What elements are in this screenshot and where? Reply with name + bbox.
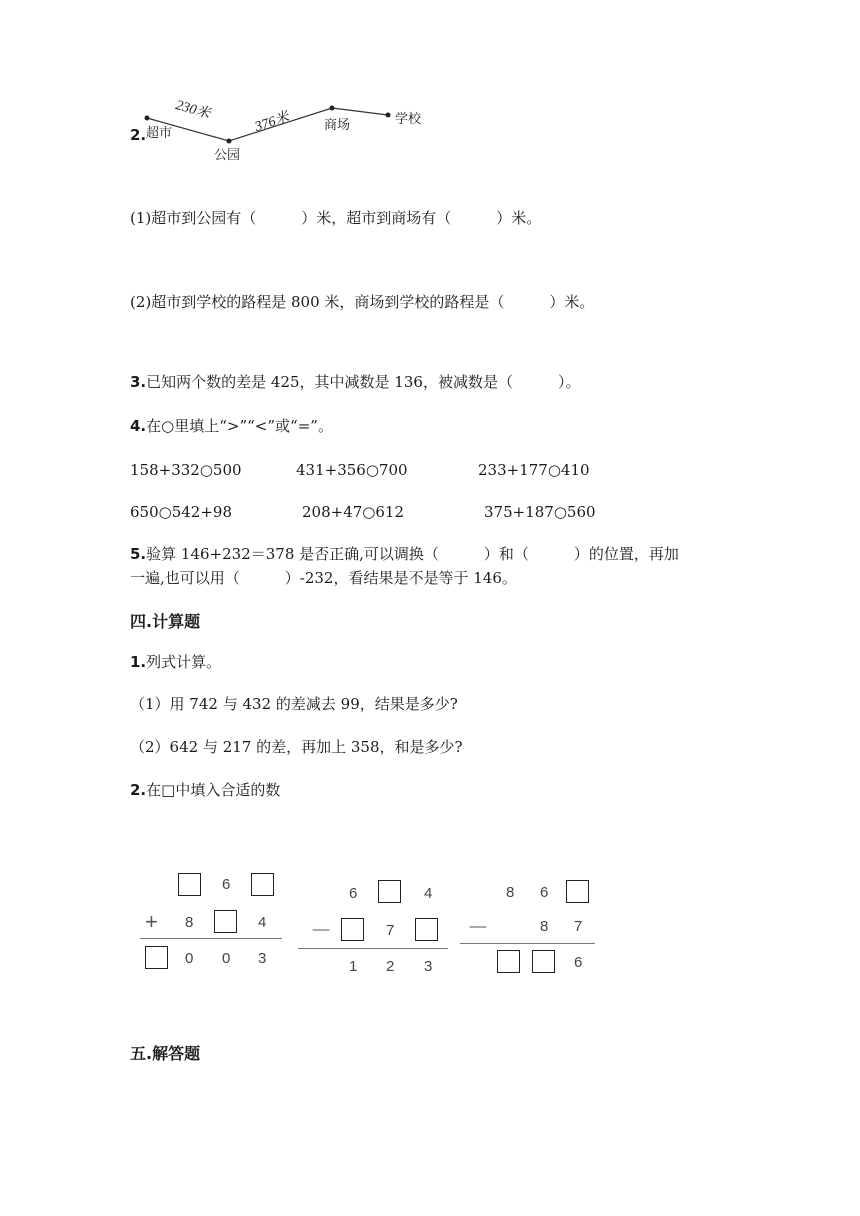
blank-box[interactable] bbox=[566, 880, 589, 903]
q2-sub2: (2)超市到学校的路程是 800 米，商场到学校的路程是（ ）米。 bbox=[130, 293, 595, 311]
q3-number: 3. bbox=[130, 373, 147, 391]
blank-box[interactable] bbox=[251, 873, 274, 896]
calc2-number: 2. bbox=[130, 781, 147, 799]
digit: 6 bbox=[540, 884, 549, 901]
digit: 3 bbox=[258, 950, 267, 967]
sum-line bbox=[140, 938, 282, 939]
q4-row1-item3: 233+177○410 bbox=[478, 461, 590, 479]
blank-box[interactable] bbox=[497, 950, 520, 973]
q4-row2-item1: 650○542+98 bbox=[130, 503, 233, 521]
q5-line2: 一遍,也可以用（ ）-232，看结果是不是等于 146。 bbox=[130, 569, 517, 587]
difference-line bbox=[298, 948, 448, 949]
q4-row1-item1: 158+332○500 bbox=[130, 461, 242, 479]
difference-line bbox=[460, 943, 595, 944]
q5-number: 5. bbox=[130, 545, 147, 563]
digit: 2 bbox=[386, 958, 395, 975]
minus-sign: － bbox=[310, 918, 333, 943]
label-mall: 商场 bbox=[324, 118, 351, 133]
section-4-title: 四.计算题 bbox=[130, 612, 201, 631]
digit: 8 bbox=[185, 914, 194, 931]
route-diagram bbox=[130, 96, 440, 176]
calc1-b: （2）642 与 217 的差，再加上 358，和是多少? bbox=[130, 738, 463, 756]
minus-sign: － bbox=[467, 915, 490, 940]
q3-text: 已知两个数的差是 425，其中减数是 136，被减数是（ ）。 bbox=[146, 373, 581, 391]
calc1-a: （1）用 742 与 432 的差减去 99，结果是多少? bbox=[130, 695, 458, 713]
q2-number: 2. bbox=[130, 126, 147, 144]
q3 bbox=[130, 372, 580, 392]
route-point-park bbox=[227, 139, 232, 144]
q4-number: 4. bbox=[130, 417, 147, 435]
calc2 bbox=[130, 780, 280, 800]
blank-box[interactable] bbox=[178, 873, 201, 896]
calc1-text: 列式计算。 bbox=[146, 653, 222, 671]
digit: 7 bbox=[574, 918, 583, 935]
distance-label-2: 376米 bbox=[253, 109, 292, 136]
blank-box[interactable] bbox=[341, 918, 364, 941]
digit: 4 bbox=[258, 914, 267, 931]
distance-label-1: 230米 bbox=[173, 98, 212, 123]
digit: 4 bbox=[424, 885, 433, 902]
blank-box[interactable] bbox=[214, 910, 237, 933]
label-supermarket: 超市 bbox=[146, 126, 173, 141]
blank-box[interactable] bbox=[145, 946, 168, 969]
digit: 6 bbox=[574, 954, 583, 971]
section-5-title: 五.解答题 bbox=[130, 1044, 201, 1063]
label-park: 公园 bbox=[214, 148, 241, 163]
route-point-supermarket bbox=[145, 116, 150, 121]
blank-box[interactable] bbox=[532, 950, 555, 973]
q5-line1 bbox=[130, 544, 679, 564]
digit: 6 bbox=[222, 876, 231, 893]
digit: 3 bbox=[424, 958, 433, 975]
calc2-text: 在□中填入合适的数 bbox=[146, 781, 281, 799]
q4 bbox=[130, 416, 333, 436]
calc1 bbox=[130, 652, 221, 672]
route-point-mall bbox=[330, 106, 335, 111]
blank-box[interactable] bbox=[378, 880, 401, 903]
plus-sign: + bbox=[145, 909, 158, 934]
q4-row2-item2: 208+47○612 bbox=[302, 503, 405, 521]
digit: 8 bbox=[506, 884, 515, 901]
blank-box[interactable] bbox=[415, 918, 438, 941]
calc1-number: 1. bbox=[130, 653, 147, 671]
digit: 6 bbox=[349, 885, 358, 902]
q4-row1-item2: 431+356○700 bbox=[296, 461, 408, 479]
route-point-school bbox=[386, 113, 391, 118]
label-school: 学校 bbox=[395, 112, 422, 127]
digit: 0 bbox=[222, 950, 231, 967]
q2-sub1: (1)超市到公园有（ ）米，超市到商场有（ ）米。 bbox=[130, 209, 542, 227]
digit: 0 bbox=[185, 950, 194, 967]
q5-text-line1: 验算 146+232＝378 是否正确,可以调换（ ）和（ ）的位置，再加 bbox=[146, 545, 679, 563]
q4-row2-item3: 375+187○560 bbox=[484, 503, 596, 521]
q4-text: 在○里填上“>”“<”或“=”。 bbox=[146, 417, 333, 435]
digit: 7 bbox=[386, 922, 395, 939]
digit: 1 bbox=[349, 958, 358, 975]
digit: 8 bbox=[540, 918, 549, 935]
